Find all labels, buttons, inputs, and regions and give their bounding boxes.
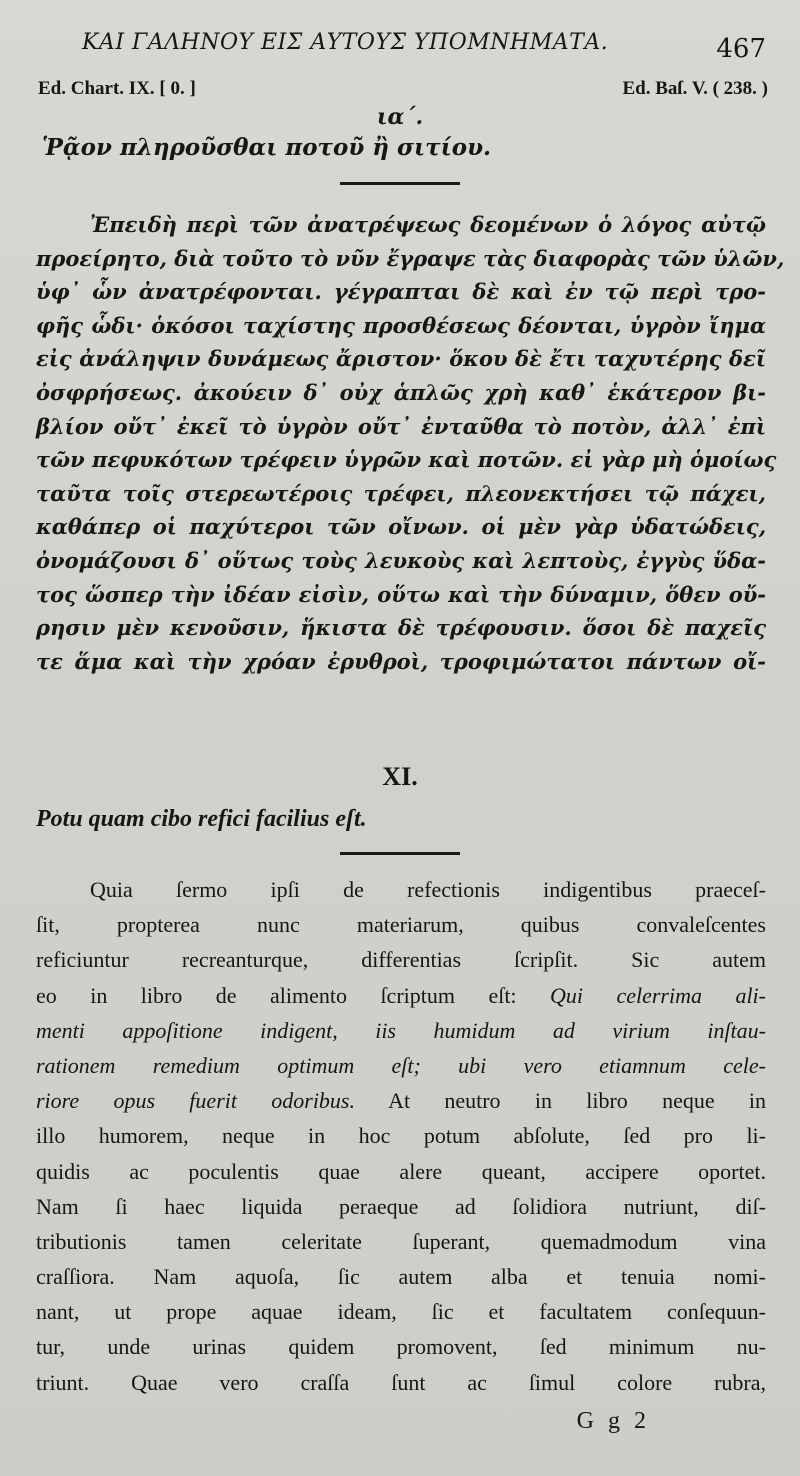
page-number: 467 <box>716 34 766 64</box>
greek-line: καθάπερ οἱ παχύτεροι τῶν οἴνων. οἱ μὲν γὰρ ὑδατώδεις, <box>36 514 766 540</box>
latin-text: At neutro in libro neque in <box>355 1088 766 1114</box>
printer-signature: G g 2 <box>576 1408 650 1434</box>
latin-section-rule <box>340 852 460 855</box>
running-title: ΚΑΙ ΓΑΛΗΝΟΥ ΕΙΣ ΑΥΤΟΥΣ ΥΠΟΜΝΗΜΑΤΑ. <box>82 30 609 55</box>
latin-commentary <box>36 872 766 1400</box>
latin-line: tributionis tamen celeritate ſuperant, quemadmodum vina <box>36 1228 766 1254</box>
latin-line: quidis ac poculentis quae alere queant, accipere oportet. <box>36 1158 766 1184</box>
greek-line: ὀνομάζουσι δ᾽ οὕτως τοὺς λευκοὺς καὶ λεπτοὺς, ἐγγὺς ὕδα- <box>36 547 766 573</box>
hippocrates-quote: riore opus fuerit odoribus. <box>36 1088 355 1114</box>
edition-references <box>38 78 768 104</box>
greek-line: τος ὥσπερ τὴν ἰδέαν εἰσὶν, οὕτω καὶ τὴν δύναμιν, ὅθεν οὔ- <box>36 581 766 607</box>
greek-line: εἰς ἀνάληψιν δυνάμεως ἄριστον· ὅκου δὲ ἔτι ταχυτέρης δεῖ <box>36 346 766 372</box>
greek-line: φῆς ὧδι· ὁκόσοι ταχίστης προσθέσεως δέονται, ὑγρὸν ἴημα <box>36 312 766 338</box>
running-head <box>0 22 800 62</box>
latin-line: tur, unde urinas quidem promovent, ſed minimum nu- <box>36 1334 766 1360</box>
hippocrates-quote: rationem remedium optimum eſt; ubi vero etiamnum cele- <box>36 1052 766 1078</box>
edition-bas-ref: Ed. Baſ. V. ( 238. ) <box>622 78 768 99</box>
latin-line: illo humorem, neque in hoc potum abſolute, ſed pro li- <box>36 1123 766 1149</box>
greek-line: βλίον οὔτ᾽ ἐκεῖ τὸ ὑγρὸν οὔτ᾽ ἐνταῦθα τὸ ποτὸν, ἀλλ᾽ ἐπὶ <box>36 413 766 439</box>
greek-line: ὀσφρήσεως. ἀκούειν δ᾽ οὐχ ἁπλῶς χρὴ καθ᾽ ἑκάτερον βι- <box>36 379 766 405</box>
greek-section-rule <box>340 182 460 185</box>
greek-line: Ἐπειδὴ περὶ τῶν ἀνατρέψεως δεομένων ὁ λόγος αὐτῷ <box>90 212 766 237</box>
latin-line: triunt. Quae vero craſſa ſunt ac ſimul colore rubra, <box>36 1369 766 1395</box>
greek-line: προείρητο, διὰ τοῦτο τὸ νῦν ἔγραψε τὰς διαφορὰς τῶν ὑλῶν, <box>36 245 785 271</box>
latin-line <box>36 1083 766 1118</box>
greek-line: ταῦτα τοῖς στερεωτέροις τρέφει, πλεονεκτήσει τῷ πάχει, <box>36 480 766 506</box>
greek-line: ὑφ᾽ ὧν ἀνατρέφονται. γέγραπται δὲ καὶ ἐν τῷ περὶ τρο- <box>36 279 766 305</box>
latin-line: nant, ut prope aquae ideam, ſic et facultatem conſequun- <box>36 1299 766 1325</box>
greek-commentary <box>36 208 785 678</box>
latin-line: ſit, propterea nunc materiarum, quibus convaleſcentes <box>36 912 766 938</box>
latin-section-numeral: XI. <box>382 762 418 791</box>
latin-line <box>36 978 766 1013</box>
latin-line: Quia ſermo ipſi de refectionis indigentibus praeceſ- <box>90 877 766 902</box>
greek-line: τῶν πεφυκότων τρέφειν ὑγρῶν καὶ ποτῶν. εἰ γὰρ μὴ ὁμοίως <box>36 447 777 473</box>
latin-line: reficiuntur recreanturque, differentias ſcripſit. Sic autem <box>36 947 766 973</box>
latin-text: eo in libro de alimento ſcriptum eſt: <box>36 982 550 1008</box>
latin-lemma: Potu quam cibo refici facilius eſt. <box>36 806 367 832</box>
edition-chart-ref: Ed. Chart. IX. [ 0. ] <box>38 78 196 99</box>
hippocrates-quote: Qui celerrima ali- <box>550 982 766 1008</box>
hippocrates-quote: menti appoſitione indigent, iis humidum ad virium inſtau- <box>36 1017 766 1043</box>
greek-line: τε ἅμα καὶ τὴν χρόαν ἐρυθροὶ, τροφιμώτατοι πάντων οἴ- <box>36 648 766 674</box>
latin-line: Nam ſi haec liquida peraeque ad ſolidiora nutriunt, diſ- <box>36 1193 766 1219</box>
greek-line: ρησιν μὲν κενοῦσιν, ἥκιστα δὲ τρέφουσιν. ὅσοι δὲ παχεῖς <box>36 615 766 641</box>
latin-line: craſſiora. Nam aquoſa, ſic autem alba et tenuia nomi- <box>36 1264 766 1290</box>
greek-lemma: Ῥᾷον πληροῦσθαι ποτοῦ ἢ σιτίου. <box>42 134 492 161</box>
greek-section-numeral: ια΄. <box>376 104 424 130</box>
